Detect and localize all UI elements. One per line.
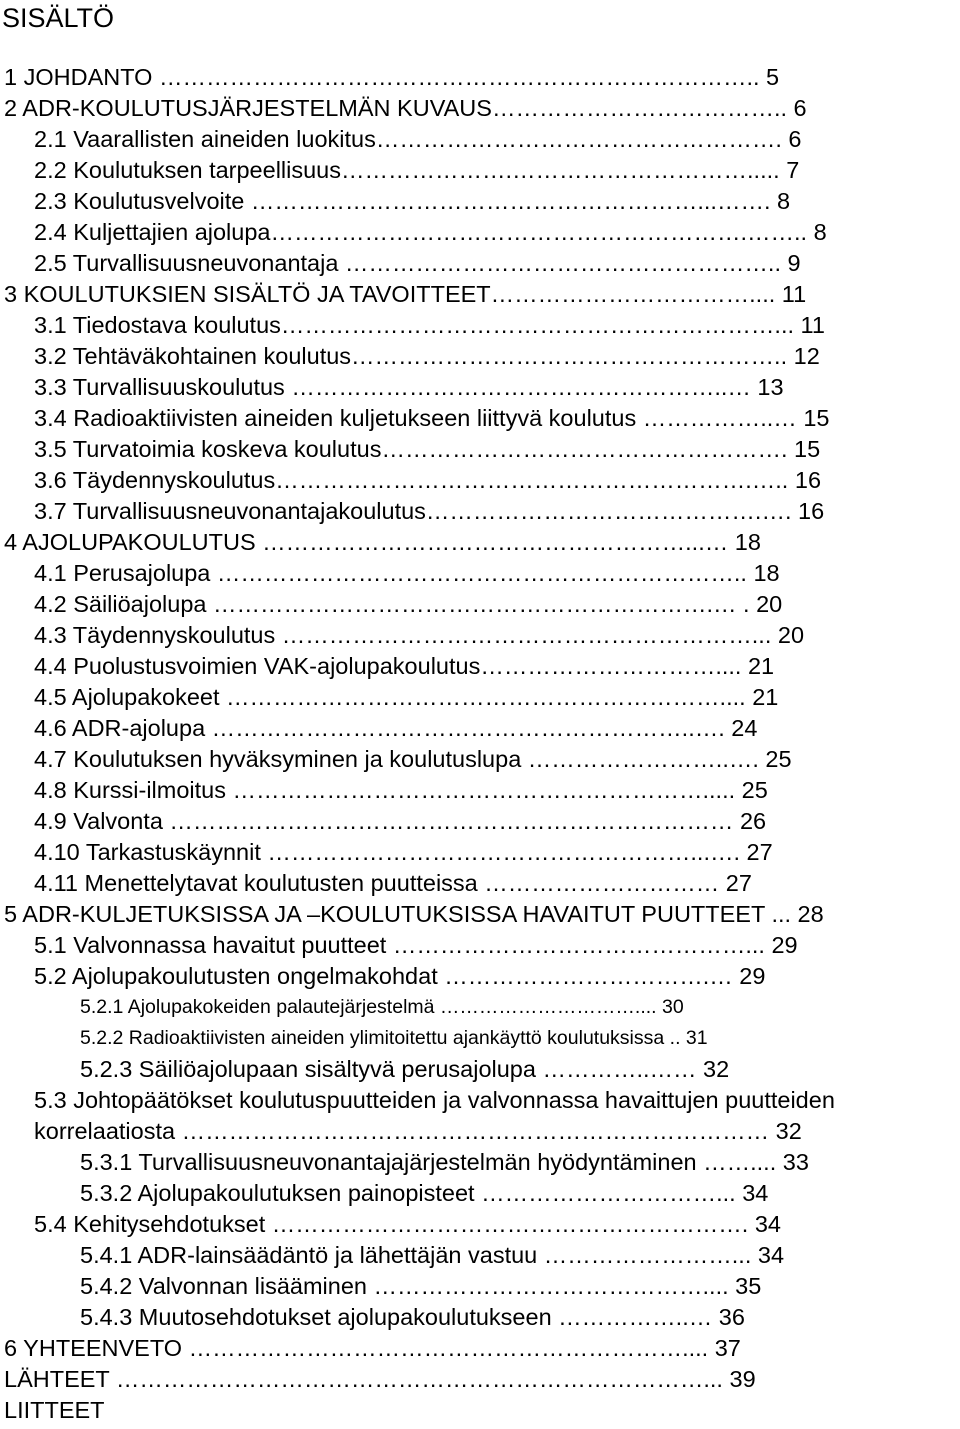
toc-entry-text: 2 ADR-KOULUTUSJÄRJESTELMÄN KUVAUS……………………………….. 6 (4, 95, 807, 121)
toc-entry-text: 2.3 Koulutusvelvoite …………………………………………………...……. 8 (34, 188, 791, 214)
toc-entry (0, 1364, 960, 1395)
toc-entry-text: 2.1 Vaarallisten aineiden luokitus……………………………………………. 6 (34, 126, 802, 152)
toc-entry (0, 217, 960, 248)
toc-entry-text: LÄHTEET …………………………………………………………………... 39 (4, 1366, 756, 1392)
toc-entry (0, 124, 960, 155)
toc-entry (0, 155, 960, 186)
toc-entry (0, 713, 960, 744)
toc-entry-text: 3.2 Tehtäväkohtainen koulutus……………………………………………….. 12 (34, 343, 820, 369)
toc-entry-text: 5.3.1 Turvallisuusneuvonantajajärjestelmän hyödyntäminen …….... 33 (80, 1149, 809, 1175)
toc-entry (0, 465, 960, 496)
toc-entry-text: 3.7 Turvallisuusneuvonantajakoulutus…………………………………….…. 16 (34, 498, 825, 524)
toc-entry-text: 4.6 ADR-ajolupa ……………………………………………………..…. 24 (34, 715, 758, 741)
toc-entry (0, 744, 960, 775)
toc-entry (0, 1085, 960, 1147)
toc-entry (0, 93, 960, 124)
toc-entry (0, 1023, 960, 1054)
toc-entry (0, 1178, 960, 1209)
toc-entry (0, 1271, 960, 1302)
toc-entry (0, 775, 960, 806)
toc-entry (0, 682, 960, 713)
toc-entry (0, 651, 960, 682)
toc-entry-text: 3.3 Turvallisuuskoulutus ………………………………………………..… 13 (34, 374, 784, 400)
toc-entry-text: 4.8 Kurssi-ilmoitus ……………………………………………………..... 25 (34, 777, 768, 803)
toc-entry-text: 3.5 Turvatoimia koskeva koulutus……………………………………………. 15 (34, 436, 821, 462)
toc-entry (0, 1333, 960, 1364)
toc-entry (0, 930, 960, 961)
toc-entry-text: 4.1 Perusajolupa ………………………………………………………….. 18 (34, 560, 780, 586)
toc-entry (0, 341, 960, 372)
toc-entry (0, 1054, 960, 1085)
toc-entry (0, 620, 960, 651)
toc-entry-text: 5.3.2 Ajolupakoulutuksen painopisteet …………………………... 34 (80, 1180, 769, 1206)
toc-entry-text: 3.4 Radioaktiivisten aineiden kuljetukseen liittyvä koulutus ……………..… 15 (34, 405, 830, 431)
toc-entry (0, 589, 960, 620)
toc-entry-text: 4.3 Täydennyskoulutus ……………………………………………………... 20 (34, 622, 805, 648)
toc-entry-text: 5.2.2 Radioaktiivisten aineiden ylimitoitettu ajankäyttö koulutuksissa .. 31 (80, 1027, 708, 1049)
toc-entry-text: 5.4 Kehitysehdotukset ……………………………………………………. 34 (34, 1211, 781, 1237)
toc-entry-text: 5.1 Valvonnassa havaitut puutteet ………………………………………... 29 (34, 932, 798, 958)
toc-entry-text: 5.4.2 Valvonnan lisääminen …………………………………….... 35 (80, 1273, 762, 1299)
toc-entry (0, 248, 960, 279)
toc-entry-text: 4.4 Puolustusvoimien VAK-ajolupakoulutus………………………….... 21 (34, 653, 775, 679)
toc-entry-text: 3.6 Täydennyskoulutus…………………………………………………….….. 16 (34, 467, 822, 493)
toc-entry-text: 1 JOHDANTO ………………………………………………………………….. 5 (4, 64, 780, 90)
toc-entry (0, 1302, 960, 1333)
toc-entry (0, 837, 960, 868)
toc-entry-text: 4.2 Säiliöajolupa ……………………………………………………….… . 20 (34, 591, 783, 617)
toc-entry-text: 4.9 Valvonta ……………………………………………………………… 26 (34, 808, 767, 834)
toc-entry-text: 3.1 Tiedostava koulutus………………………………………………………... 11 (34, 312, 825, 338)
toc-entry-text: 4.7 Koulutuksen hyväksyminen ja koulutuslupa ……………………..…. 25 (34, 746, 792, 772)
toc-entry-text: 5.4.3 Muutosehdotukset ajolupakoulutukseen ……………..… 36 (80, 1304, 745, 1330)
toc-entry (0, 372, 960, 403)
toc-entry-text: 5.2.1 Ajolupakokeiden palautejärjestelmä ………………………….... 30 (80, 996, 684, 1018)
table-of-contents (0, 62, 960, 1426)
toc-entry (0, 310, 960, 341)
toc-entry-text: 4 AJOLUPAKOULUTUS ………………………………………………...… 18 (4, 529, 761, 555)
toc-entry (0, 1395, 960, 1426)
toc-entry-text: 6 YHTEENVETO ……………………………………………………….... 37 (4, 1335, 741, 1361)
toc-entry-text: 5.2 Ajolupakoulutusten ongelmakohdat …………………………….… 29 (34, 963, 766, 989)
toc-entry (0, 1147, 960, 1178)
toc-entry (0, 496, 960, 527)
toc-entry-text: LIITTEET (4, 1397, 105, 1423)
toc-entry (0, 868, 960, 899)
toc-entry (0, 806, 960, 837)
toc-entry (0, 434, 960, 465)
toc-entry (0, 403, 960, 434)
toc-entry (0, 1209, 960, 1240)
toc-entry-text: 2.4 Kuljettajien ajolupa…………………………………………………….…….. 8 (34, 219, 827, 245)
toc-entry-text: 5.4.1 ADR-lainsäädäntö ja lähettäjän vastuu ……………………... 34 (80, 1242, 785, 1268)
toc-entry-text: 5.3 Johtopäätökset koulutuspuutteiden ja valvonnassa havaittujen puutteiden korrelaatiosta ………………………………………………………………… 32 (34, 1087, 835, 1144)
toc-entry-text: 2.2 Koulutuksen tarpeellisuus………………….…………………………..... 7 (34, 157, 800, 183)
toc-entry (0, 961, 960, 992)
toc-entry-text: 4.5 Ajolupakokeet ……………………………………………………….... 21 (34, 684, 779, 710)
toc-entry (0, 899, 960, 930)
toc-entry-text: 5.2.3 Säiliöajolupaan sisältyvä perusajolupa …………..…… 32 (80, 1056, 730, 1082)
toc-entry-text: 4.10 Tarkastuskäynnit ………………………………………………...…. 27 (34, 839, 773, 865)
toc-entry-text: 5 ADR-KULJETUKSISSA JA –KOULUTUKSISSA HAVAITUT PUUTTEET ... 28 (4, 901, 824, 927)
toc-entry-text: 2.5 Turvallisuusneuvonantaja ……………………………………………….. 9 (34, 250, 801, 276)
toc-entry (0, 527, 960, 558)
toc-entry (0, 279, 960, 310)
toc-entry (0, 186, 960, 217)
toc-entry (0, 1240, 960, 1271)
toc-entry (0, 62, 960, 93)
toc-entry (0, 992, 960, 1023)
toc-entry (0, 558, 960, 589)
toc-entry-text: 3 KOULUTUKSIEN SISÄLTÖ JA TAVOITTEET…………………………….... 11 (4, 281, 807, 307)
toc-entry-text: 4.11 Menettelytavat koulutusten puutteissa ………………………… 27 (34, 870, 752, 896)
page-title: SISÄLTÖ (2, 3, 115, 33)
